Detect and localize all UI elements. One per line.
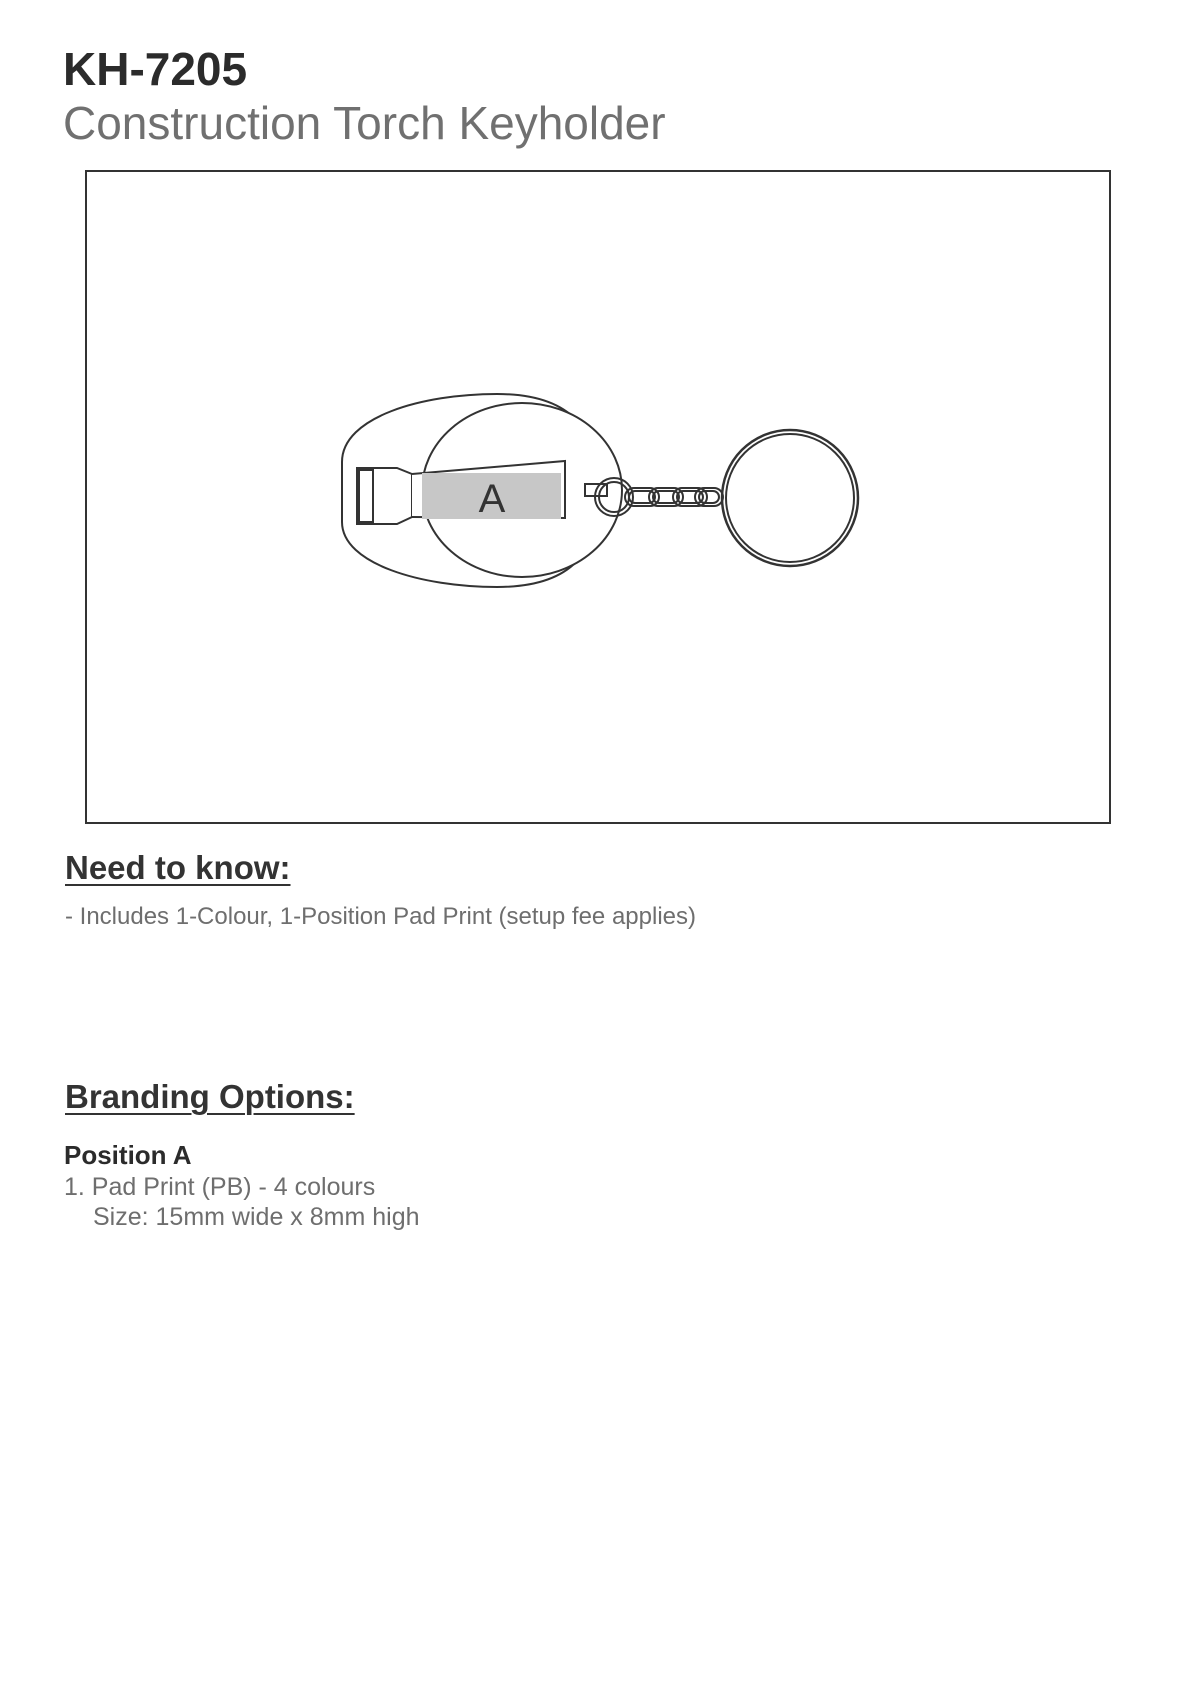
need-to-know-item: - Includes 1-Colour, 1-Position Pad Print (setup fee applies) (65, 903, 696, 930)
keyholder-illustration (87, 172, 1113, 826)
product-code: KH-7205 (63, 43, 248, 95)
print-area-label: A (478, 477, 506, 521)
branding-options-heading: Branding Options: (65, 1078, 355, 1115)
position-a-size: Size: 15mm wide x 8mm high (93, 1203, 420, 1231)
position-a-title: Position A (64, 1140, 192, 1170)
key-ring (722, 430, 858, 566)
product-illustration-frame (85, 170, 1111, 824)
need-to-know-heading: Need to know: (65, 849, 291, 886)
product-name: Construction Torch Keyholder (63, 97, 666, 149)
position-a-option: 1. Pad Print (PB) - 4 colours (64, 1173, 376, 1201)
chain-links (625, 488, 723, 506)
torch-lens (359, 470, 373, 522)
